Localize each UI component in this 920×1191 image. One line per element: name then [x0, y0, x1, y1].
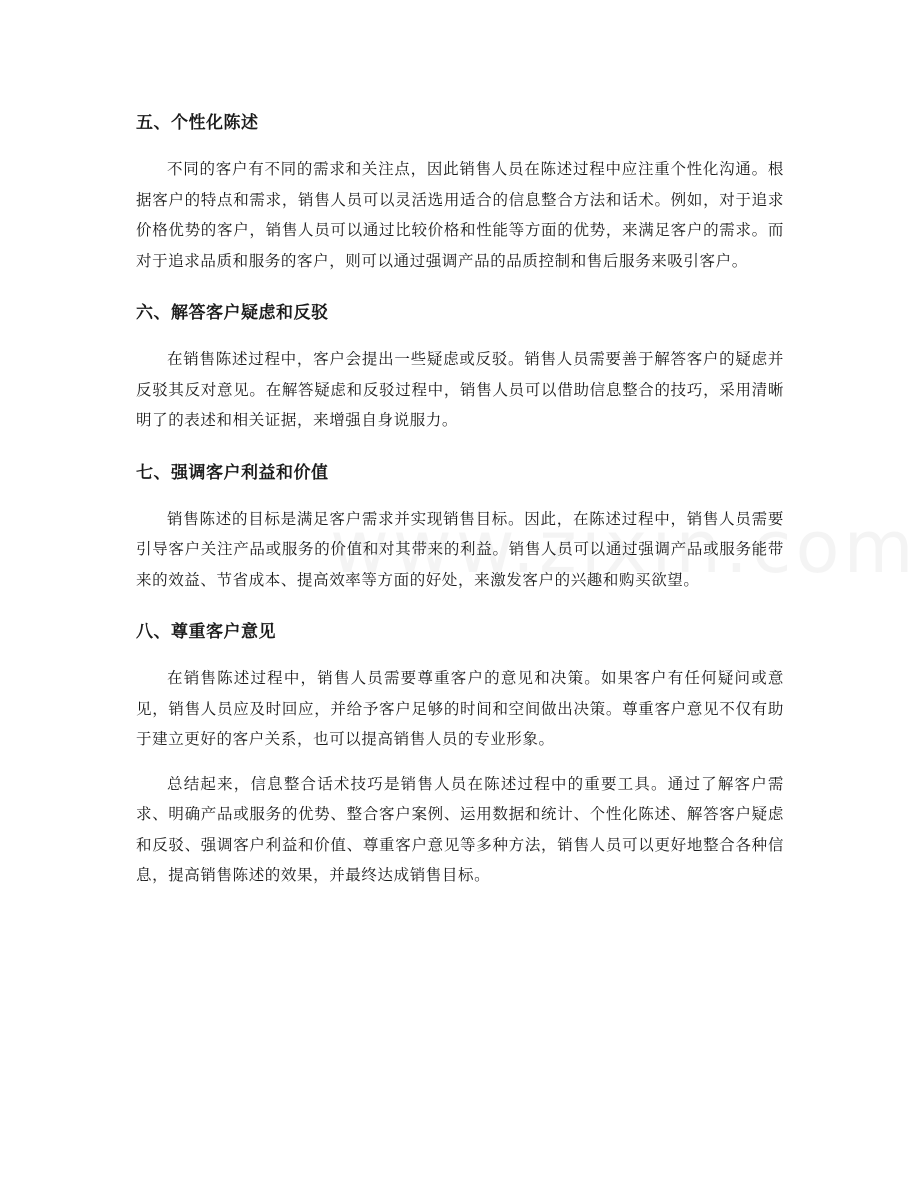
section-8-paragraph: 在销售陈述过程中，销售人员需要尊重客户的意见和决策。如果客户有任何疑问或意见，销售人员应及时回应，并给予客户足够的时间和空间做出决策。尊重客户意见不仅有助于建立更好的客户关系，也可以提高销售人员的专业形象。: [136, 669, 784, 748]
section-7-paragraph: 销售陈述的目标是满足客户需求并实现销售目标。因此，在陈述过程中，销售人员需要引导客户关注产品或服务的价值和对其带来的利益。销售人员可以通过强调产品或服务能带来的效益、节省成本、提高效率等方面的好处，来激发客户的兴趣和购买欲望。: [136, 509, 784, 589]
section-heading-8: 八、尊重客户意见: [136, 622, 276, 642]
document-body: [136, 106, 784, 905]
section-heading-6: 六、解答客户疑虑和反驳: [136, 303, 329, 323]
section-5-paragraph: 不同的客户有不同的需求和关注点，因此销售人员在陈述过程中应注重个性化沟通。根据客户的特点和需求，销售人员可以灵活选用适合的信息整合方法和话术。例如，对于追求价格优势的客户，销售人员可以通过比较价格和性能等方面的优势，来满足客户的需求。而对于追求品质和服务的客户，则可以通过强调产品的品质控制和售后服务来吸引客户。: [136, 160, 784, 270]
section-heading-7: 七、强调客户利益和价值: [136, 462, 329, 483]
section-6-paragraph: 在销售陈述过程中，客户会提出一些疑虑或反驳。销售人员需要善于解答客户的疑虑并反驳其反对意见。在解答疑虑和反驳过程中，销售人员可以借助信息整合的技巧，采用清晰明了的表述和相关证据，来增强自身说服力。: [136, 350, 784, 429]
summary-paragraph: 总结起来，信息整合话术技巧是销售人员在陈述过程中的重要工具。通过了解客户需求、明确产品或服务的优势、整合客户案例、运用数据和统计、个性化陈述、解答客户疑虑和反驳、强调客户利益和价值、尊重客户意见等多种方法，销售人员可以更好地整合各种信息，提高销售陈述的效果，并最终达成销售目标。: [136, 774, 784, 884]
section-heading-5: 五、个性化陈述: [136, 113, 259, 133]
